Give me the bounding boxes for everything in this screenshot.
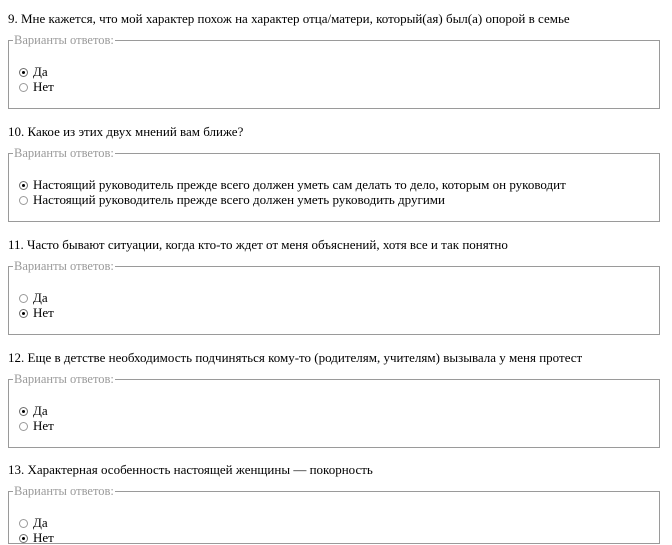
answer-options-group [8,146,660,222]
question-text: 12. Еще в детстве необходимость подчиняться кому-то (родителям, учителям) вызывала у меня протест [8,350,583,365]
option-label: Настоящий руководитель прежде всего должен уметь руководить другими [33,192,445,207]
option-no[interactable] [19,80,54,94]
option-label: Нет [33,418,54,433]
answer-options-group [8,259,660,335]
radio-button-checked[interactable] [19,534,28,543]
answer-options-legend: Варианты ответов: [14,33,114,47]
question-text: 13. Характерная особенность настоящей женщины — покорность [8,462,373,477]
radio-button-checked[interactable] [19,407,28,416]
option-label: Настоящий руководитель прежде всего должен уметь сам делать то дело, которым он руководит [33,177,566,192]
option-label: Да [33,515,48,530]
option-1[interactable] [19,178,566,192]
option-yes[interactable] [19,404,48,418]
radio-button-checked[interactable] [19,309,28,318]
option-yes[interactable] [19,291,48,305]
radio-button[interactable] [19,294,28,303]
option-no[interactable] [19,306,54,320]
option-label: Нет [33,530,54,545]
option-label: Да [33,290,48,305]
option-no[interactable] [19,531,54,545]
option-yes[interactable] [19,516,48,530]
radio-button[interactable] [19,519,28,528]
option-label: Нет [33,305,54,320]
radio-button[interactable] [19,422,28,431]
answer-options-legend: Варианты ответов: [14,484,114,498]
answer-options-group [8,484,660,544]
question-text: 11. Часто бывают ситуации, когда кто-то ждет от меня объяснений, хотя все и так понятно [8,237,508,252]
option-label: Да [33,64,48,79]
option-no[interactable] [19,419,54,433]
radio-button[interactable] [19,196,28,205]
answer-options-group [8,33,660,109]
answer-options-legend: Варианты ответов: [14,259,114,273]
question-text: 10. Какое из этих двух мнений вам ближе? [8,124,244,139]
option-label: Да [33,403,48,418]
option-2[interactable] [19,193,445,207]
option-yes[interactable] [19,65,48,79]
radio-button-checked[interactable] [19,181,28,190]
answer-options-legend: Варианты ответов: [14,146,114,160]
question-text: 9. Мне кажется, что мой характер похож на характер отца/матери, который(ая) был(а) опорой в семье [8,11,570,26]
radio-button[interactable] [19,83,28,92]
option-label: Нет [33,79,54,94]
radio-button-checked[interactable] [19,68,28,77]
answer-options-legend: Варианты ответов: [14,372,114,386]
answer-options-group [8,372,660,448]
